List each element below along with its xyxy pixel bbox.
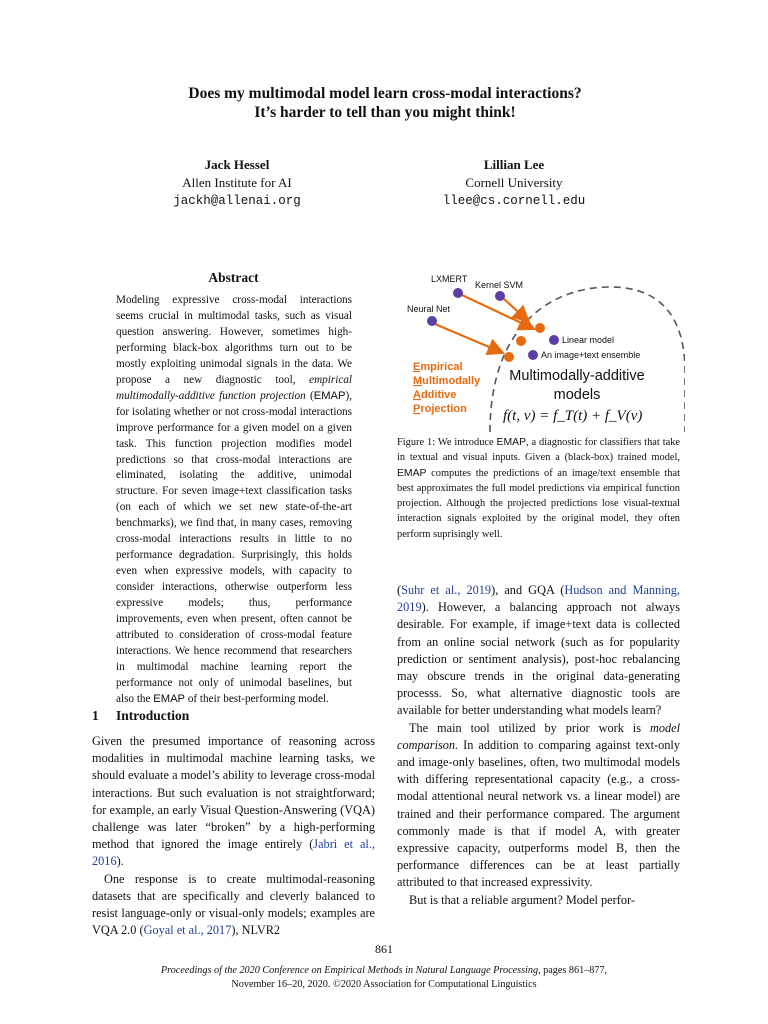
abstract-part: Modeling expressive cross-modal interactions seems crucial in multimodal tasks, such as visual question answering. However, sometimes high-performing black-box algorithms turn out to be mostly exploiting unimodal signals in the data. We propose a new diagnostic tool, bbox=[116, 294, 352, 386]
author-block-1 bbox=[107, 156, 367, 210]
text-run: The main tool utilized by prior work is bbox=[409, 720, 650, 735]
text-run: But is that a reliable argument? Model perfor- bbox=[409, 892, 635, 907]
footer-line-2: November 16–20, 2020. ©2020 Association for Computational Linguistics bbox=[231, 979, 537, 990]
author-name: Lillian Lee bbox=[483, 157, 545, 172]
text-run: Given the presumed importance of reasoning across modalities in multimodal machine learning tasks, we should evaluate a model’s ability to leverage cross-modal interactions. But such evaluation is not straightforward; for example, an early Visual Question-Answering (VQA) challenge was later “broken” by a high-performing method that ignored the image entirely ( bbox=[92, 734, 375, 852]
projected-point bbox=[516, 336, 526, 346]
lxmert-label: LXMERT bbox=[431, 274, 468, 284]
paper-title bbox=[60, 84, 710, 122]
ensemble-point bbox=[528, 350, 538, 360]
neural-net-label: Neural Net bbox=[407, 304, 451, 314]
additive-label-line-1: Multimodally-additive bbox=[509, 368, 645, 384]
footer-pages: , pages 861–877, bbox=[538, 965, 608, 976]
emap-acronym: EMAP bbox=[397, 467, 427, 479]
paragraph bbox=[397, 582, 680, 720]
paragraph bbox=[92, 871, 375, 940]
emap-acronym: EMAP bbox=[153, 692, 186, 705]
abstract-part: of their best-performing model. bbox=[185, 692, 329, 705]
text-run: ), and GQA ( bbox=[491, 583, 565, 597]
projected-point bbox=[535, 323, 545, 333]
lxmert-point bbox=[453, 288, 463, 298]
caption-part: , a diagnostic for classifiers that take in textual and visual inputs. Given a (black-box) trained model, bbox=[397, 437, 680, 464]
citation-link[interactable]: Hudson and Manning, 2019 bbox=[397, 583, 680, 615]
paragraph bbox=[397, 892, 680, 909]
citation-link[interactable]: Jabri et al., 2016 bbox=[92, 837, 375, 869]
abstract-emphasis: empirical multimodally-additive function projection bbox=[116, 373, 352, 402]
citation-link[interactable]: Suhr et al., 2019 bbox=[401, 583, 492, 597]
text-run: ). bbox=[116, 854, 124, 869]
abstract-part: ( bbox=[305, 389, 314, 402]
author-block-2 bbox=[384, 156, 644, 210]
right-column-body bbox=[397, 582, 680, 909]
paragraph bbox=[397, 720, 680, 892]
emap-acronym: EMAP bbox=[496, 437, 526, 448]
text-run: One response is to create multimodal-reasoning datasets that are specifically and cleverly balanced to resist language-only or visual-only models; examples are VQA 2.0 ( bbox=[92, 871, 375, 938]
proceedings-title: Proceedings of the 2020 Conference on Empirical Methods in Natural Language Processing bbox=[160, 965, 539, 976]
text-run: In addition to comparing against text-only and image-only baselines, often, two multimodal models with differing representational capacity (e.g., a cross-modal attentional neural network vs. a linear model) are trained and their performance compared. The argument commonly made is that if model A, with greater expressive capacity, outperforms model B, then the performance differences can be at least partially attributed to that increased expressivity. bbox=[397, 737, 680, 890]
paragraph bbox=[92, 733, 375, 871]
linear-model-label: Linear model bbox=[562, 335, 615, 345]
emap-acronym-line-4: Projection bbox=[413, 403, 467, 415]
text-emphasis: model comparison. bbox=[397, 720, 680, 752]
emap-acronym: EMAP bbox=[313, 389, 346, 402]
ensemble-label: An image+text ensemble bbox=[541, 350, 641, 360]
section-title: Introduction bbox=[116, 708, 190, 723]
emap-acronym-line-1: Empirical bbox=[413, 361, 463, 373]
linear-model-point bbox=[549, 335, 559, 345]
footer-line-1 bbox=[0, 964, 768, 978]
caption-part: Figure 1: We introduce bbox=[397, 437, 497, 448]
section-number: 1 bbox=[92, 708, 99, 723]
caption-part: computes the predictions of an image/text ensemble that best approximates the full model predictions via empirical function projection. Although the projected predictions lose visual-textual interaction signals exploited by the original model, they often perform suprisingly well. bbox=[397, 467, 680, 540]
author-email[interactable]: llee@cs.cornell.edu bbox=[442, 194, 586, 208]
additive-label-line-2: models bbox=[553, 387, 601, 403]
author-affiliation: Allen Institute for AI bbox=[182, 175, 292, 190]
page-footer bbox=[0, 964, 768, 992]
figure-1-caption bbox=[397, 435, 680, 542]
text-run: ). However, a balancing approach not always desirable. For example, if image+text data is collected from an online social network (such as for popularity prediction or sentiment analysis), post-hoc rebalancing may obscure trends in the original data-generating processs. So, what alternative diagnostic tools are available for better understanding what models learn? bbox=[397, 600, 680, 718]
left-column-body bbox=[92, 733, 375, 939]
author-name: Jack Hessel bbox=[204, 157, 270, 172]
title-line-2: It’s harder to tell than you might think! bbox=[254, 104, 516, 121]
title-line-1: Does my multimodal model learn cross-modal interactions? bbox=[188, 85, 582, 102]
kernel-svm-point bbox=[495, 291, 505, 301]
page-number: 861 bbox=[375, 942, 393, 956]
figure-1-diagram bbox=[395, 262, 685, 434]
text-run: ( bbox=[397, 583, 402, 597]
text-run: ), NLVR2 bbox=[231, 923, 281, 938]
neural-net-point bbox=[427, 316, 437, 326]
abstract-text bbox=[116, 293, 352, 708]
section-heading-introduction bbox=[92, 708, 189, 724]
additive-formula: f(t, v) = f_T(t) + f_V(v) bbox=[503, 408, 643, 424]
projection-arrow bbox=[435, 324, 501, 352]
emap-acronym-line-2: Multimodally bbox=[413, 375, 481, 387]
author-affiliation: Cornell University bbox=[465, 175, 563, 190]
abstract-heading: Abstract bbox=[208, 270, 259, 285]
projected-point bbox=[504, 352, 514, 362]
kernel-svm-label: Kernel SVM bbox=[475, 280, 524, 290]
author-email[interactable]: jackh@allenai.org bbox=[173, 194, 301, 208]
citation-link[interactable]: Goyal et al., 2017 bbox=[143, 923, 232, 938]
abstract-part: ), for isolating whether or not cross-modal interactions improve performance for a given model on a given task. This function projection modifies model predictions so that cross-modal interactions are eliminated, isolating the additive, unimodal structure. For seven image+text classification tasks (on each of which we set new state-of-the-art benchmarks), we find that, in many cases, removing cross-modal interactions results in little to no performance degradation. Surprisingly, this holds even when expressive models, with capacity to consider interactions, otherwise outperform less expressive models; thus, performance improvements, even when present, often cannot be attributed to consideration of cross-modal feature interactions. We hence recommend that researchers in multimodal machine learning report the performance not only of unimodal baselines, but also the bbox=[116, 389, 352, 705]
emap-acronym-line-3: Additive bbox=[413, 389, 457, 401]
